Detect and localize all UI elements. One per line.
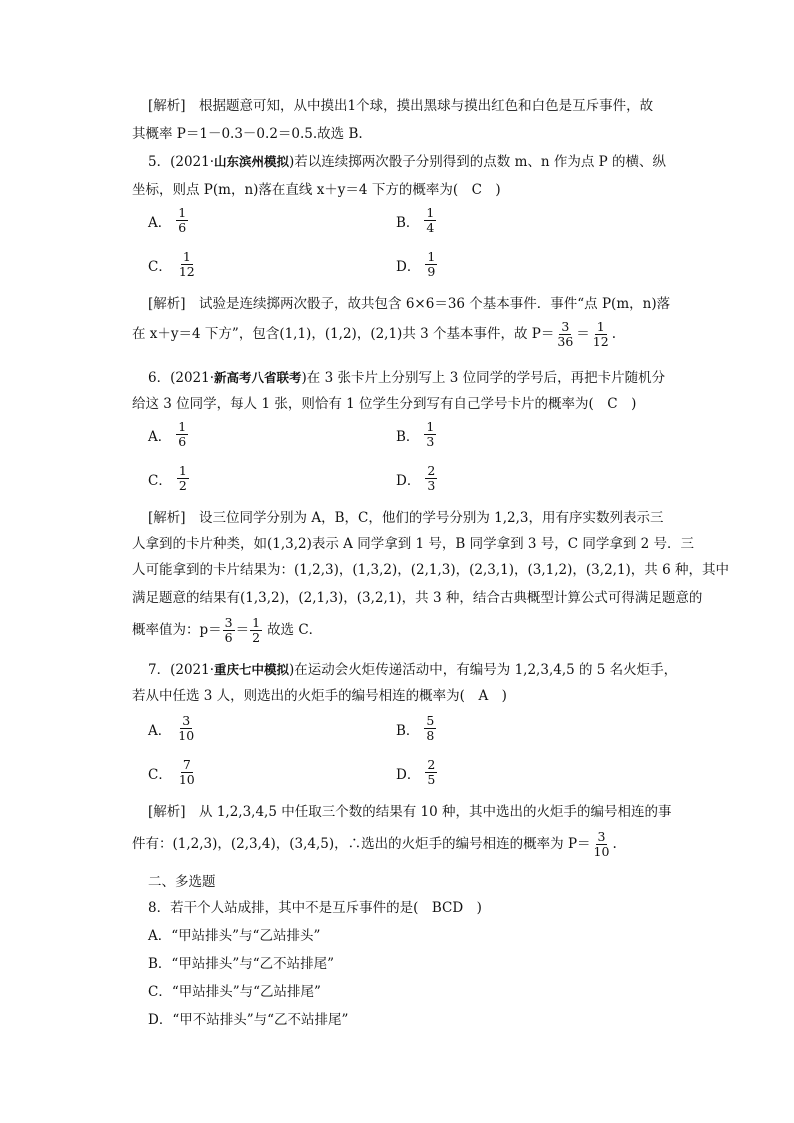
question-8-option-c: C．“甲站排头”与“乙站排尾” xyxy=(148,984,321,1000)
numerator: 1 xyxy=(426,205,435,220)
question-7-option-d xyxy=(396,758,438,787)
denominator: 36 xyxy=(557,333,574,349)
solution-5-fraction-1 xyxy=(555,320,575,349)
question-6-line-1 xyxy=(148,368,665,388)
question-5-number: 5．(2021· xyxy=(148,154,215,170)
solution-7-line-2 xyxy=(132,828,617,860)
option-fraction xyxy=(176,206,188,235)
solution-6-fraction-2 xyxy=(250,616,262,645)
question-6-line-2: 给这 3 位同学，每人 1 张，则恰有 1 位学生分到写有自己学号卡片的概率为( C ) xyxy=(132,396,637,412)
denominator: 8 xyxy=(426,728,435,743)
solution-5-fraction-2 xyxy=(591,320,611,349)
question-6-text: )在 3 张卡片上分别写上 3 位同学的学号后，再把卡片随机分 xyxy=(301,370,666,386)
option-letter: A． xyxy=(148,214,172,231)
option-letter: B． xyxy=(396,428,420,445)
solution-6-fraction-1 xyxy=(223,616,235,645)
numerator: 1 xyxy=(182,249,191,264)
denominator: 5 xyxy=(427,772,436,787)
question-8-option-a: A．“甲站排头”与“乙站排头” xyxy=(148,928,321,944)
denominator: 6 xyxy=(178,434,187,449)
numerator: 3 xyxy=(597,828,606,844)
numerator: 1 xyxy=(426,419,435,434)
question-5-line-2: 坐标，则点 P(m，n)落在直线 x＋y＝4 下方的概率为( C ) xyxy=(132,182,501,198)
denominator: 2 xyxy=(252,629,261,645)
solution-5-line-2 xyxy=(132,318,616,350)
numerator: 1 xyxy=(427,249,436,264)
question-7-number: 7．(2021· xyxy=(148,662,215,678)
equals-sign: ＝ xyxy=(235,622,250,638)
denominator: 3 xyxy=(426,434,435,449)
question-6-number: 6．(2021· xyxy=(148,370,215,386)
solution-5-line-1: [解析] 试验是连续掷两次骰子，故共包含 6×6＝36 个基本事件．事件“点 P(m，n)落 xyxy=(148,296,671,312)
option-letter: D． xyxy=(396,766,421,783)
equals-sign: ＝ xyxy=(576,326,590,342)
option-letter: B． xyxy=(396,722,420,739)
option-fraction xyxy=(424,714,436,743)
question-6-source: 新高考八省联考 xyxy=(214,370,302,385)
option-letter: D． xyxy=(396,258,421,275)
option-fraction xyxy=(424,206,436,235)
question-8-option-d: D．“甲不站排头”与“乙不站排尾” xyxy=(148,1012,349,1028)
question-7-line-1 xyxy=(148,660,677,680)
numerator: 1 xyxy=(178,463,187,478)
period: . xyxy=(612,836,617,852)
question-7-line-2: 若从中任选 3 人，则选出的火炬手的编号相连的概率为( A ) xyxy=(132,688,507,704)
solution-6-line-3: 人可能拿到的卡片结果为：(1,2,3)，(1,3,2)，(2,1,3)，(2,3,1)，(3,1,2)，(3,2,1)，共 6 种，其中 xyxy=(132,562,729,578)
solution-6-text: 概率值为：p＝ xyxy=(132,622,222,638)
denominator: 4 xyxy=(426,220,435,235)
numerator: 1 xyxy=(252,614,261,630)
option-letter: C． xyxy=(148,472,172,489)
option-fraction xyxy=(177,250,197,279)
numerator: 7 xyxy=(182,757,191,772)
denominator: 6 xyxy=(178,220,187,235)
solution-6-line-4: 满足题意的结果有(1,3,2)，(2,1,3)，(3,2,1)，共 3 种，结合古典概型计算公式可得满足题意的 xyxy=(132,590,703,606)
question-8-stem: 8．若干个人站成排，其中不是互斥事件的是( BCD ) xyxy=(148,900,482,916)
denominator: 9 xyxy=(427,264,436,279)
option-fraction xyxy=(176,714,196,743)
question-7-option-b xyxy=(396,714,437,743)
solution-6-conclusion: 故选 C． xyxy=(267,622,323,638)
numerator: 3 xyxy=(182,713,191,728)
option-fraction xyxy=(425,250,437,279)
question-6-option-d xyxy=(396,464,438,493)
solution-6-line-2: 人拿到的卡片种类，如(1,3,2)表示 A 同学拿到 1 号，B 同学拿到 3 号，C 同学拿到 2 号．三 xyxy=(132,536,695,552)
numerator: 5 xyxy=(426,713,435,728)
option-letter: C． xyxy=(148,766,172,783)
denominator: 2 xyxy=(178,478,187,493)
denominator: 6 xyxy=(224,629,233,645)
question-5-option-c xyxy=(148,250,198,279)
question-8-option-b: B．“甲站排头”与“乙不站排尾” xyxy=(148,956,335,972)
question-5-text: )若以连续掷两次骰子分别得到的点数 m、n 作为点 P 的横、纵 xyxy=(289,154,667,170)
question-7-option-a xyxy=(148,714,197,743)
question-5-option-b xyxy=(396,206,437,235)
denominator: 3 xyxy=(427,478,436,493)
question-6-option-b xyxy=(396,420,437,449)
numerator: 1 xyxy=(178,205,187,220)
numerator: 1 xyxy=(596,318,605,334)
option-fraction xyxy=(177,758,197,787)
denominator: 12 xyxy=(178,264,195,279)
option-fraction xyxy=(425,758,437,787)
option-letter: D． xyxy=(396,472,421,489)
option-letter: C． xyxy=(148,258,172,275)
question-5-line-1 xyxy=(148,152,666,172)
question-7-source: 重庆七中模拟 xyxy=(214,662,290,677)
solution-6-line-5 xyxy=(132,614,322,646)
question-6-option-a xyxy=(148,420,189,449)
option-fraction xyxy=(425,464,437,493)
question-6-option-c xyxy=(148,464,190,493)
solution-7-fraction xyxy=(592,830,612,859)
question-5-option-a xyxy=(148,206,189,235)
numerator: 3 xyxy=(224,614,233,630)
solution-7-text: 件有：(1,2,3)，(2,3,4)，(3,4,5)，∴选出的火炬手的编号相连的概率为 P＝ xyxy=(132,836,591,852)
numerator: 3 xyxy=(561,318,570,334)
option-letter: B． xyxy=(396,214,420,231)
section-heading: 二、多选题 xyxy=(148,874,216,890)
option-fraction xyxy=(424,420,436,449)
question-5-option-d xyxy=(396,250,438,279)
numerator: 1 xyxy=(178,419,187,434)
option-letter: A． xyxy=(148,428,172,445)
numerator: 2 xyxy=(427,757,436,772)
question-5-source: 山东滨州模拟 xyxy=(214,154,290,169)
solution-4-line-1: [解析] 根据题意可知，从中摸出1个球，摸出黑球与摸出红色和白色是互斥事件，故 xyxy=(148,98,654,114)
period: . xyxy=(611,326,616,342)
denominator: 10 xyxy=(593,843,610,859)
solution-5-text: 在 x＋y＝4 下方”，包含(1,1)，(1,2)，(2,1)共 3 个基本事件，故 P＝ xyxy=(132,326,555,342)
solution-7-line-1: [解析] 从 1,2,3,4,5 中任取三个数的结果有 10 种，其中选出的火炬手的编号相连的事 xyxy=(148,804,672,820)
solution-6-line-1: [解析] 设三位同学分别为 A，B，C，他们的学号分别为 1,2,3，用有序实数列表示三 xyxy=(148,510,664,526)
solution-4-line-2: 其概率 P＝1－0.3－0.2＝0.5.故选 B. xyxy=(132,126,363,142)
question-7-text: )在运动会火炬传递活动中，有编号为 1,2,3,4,5 的 5 名火炬手， xyxy=(289,662,678,678)
option-letter: A． xyxy=(148,722,172,739)
question-7-option-c xyxy=(148,758,198,787)
numerator: 2 xyxy=(427,463,436,478)
denominator: 10 xyxy=(178,772,195,787)
option-fraction xyxy=(176,420,188,449)
denominator: 12 xyxy=(592,333,609,349)
option-fraction xyxy=(177,464,189,493)
denominator: 10 xyxy=(178,728,195,743)
